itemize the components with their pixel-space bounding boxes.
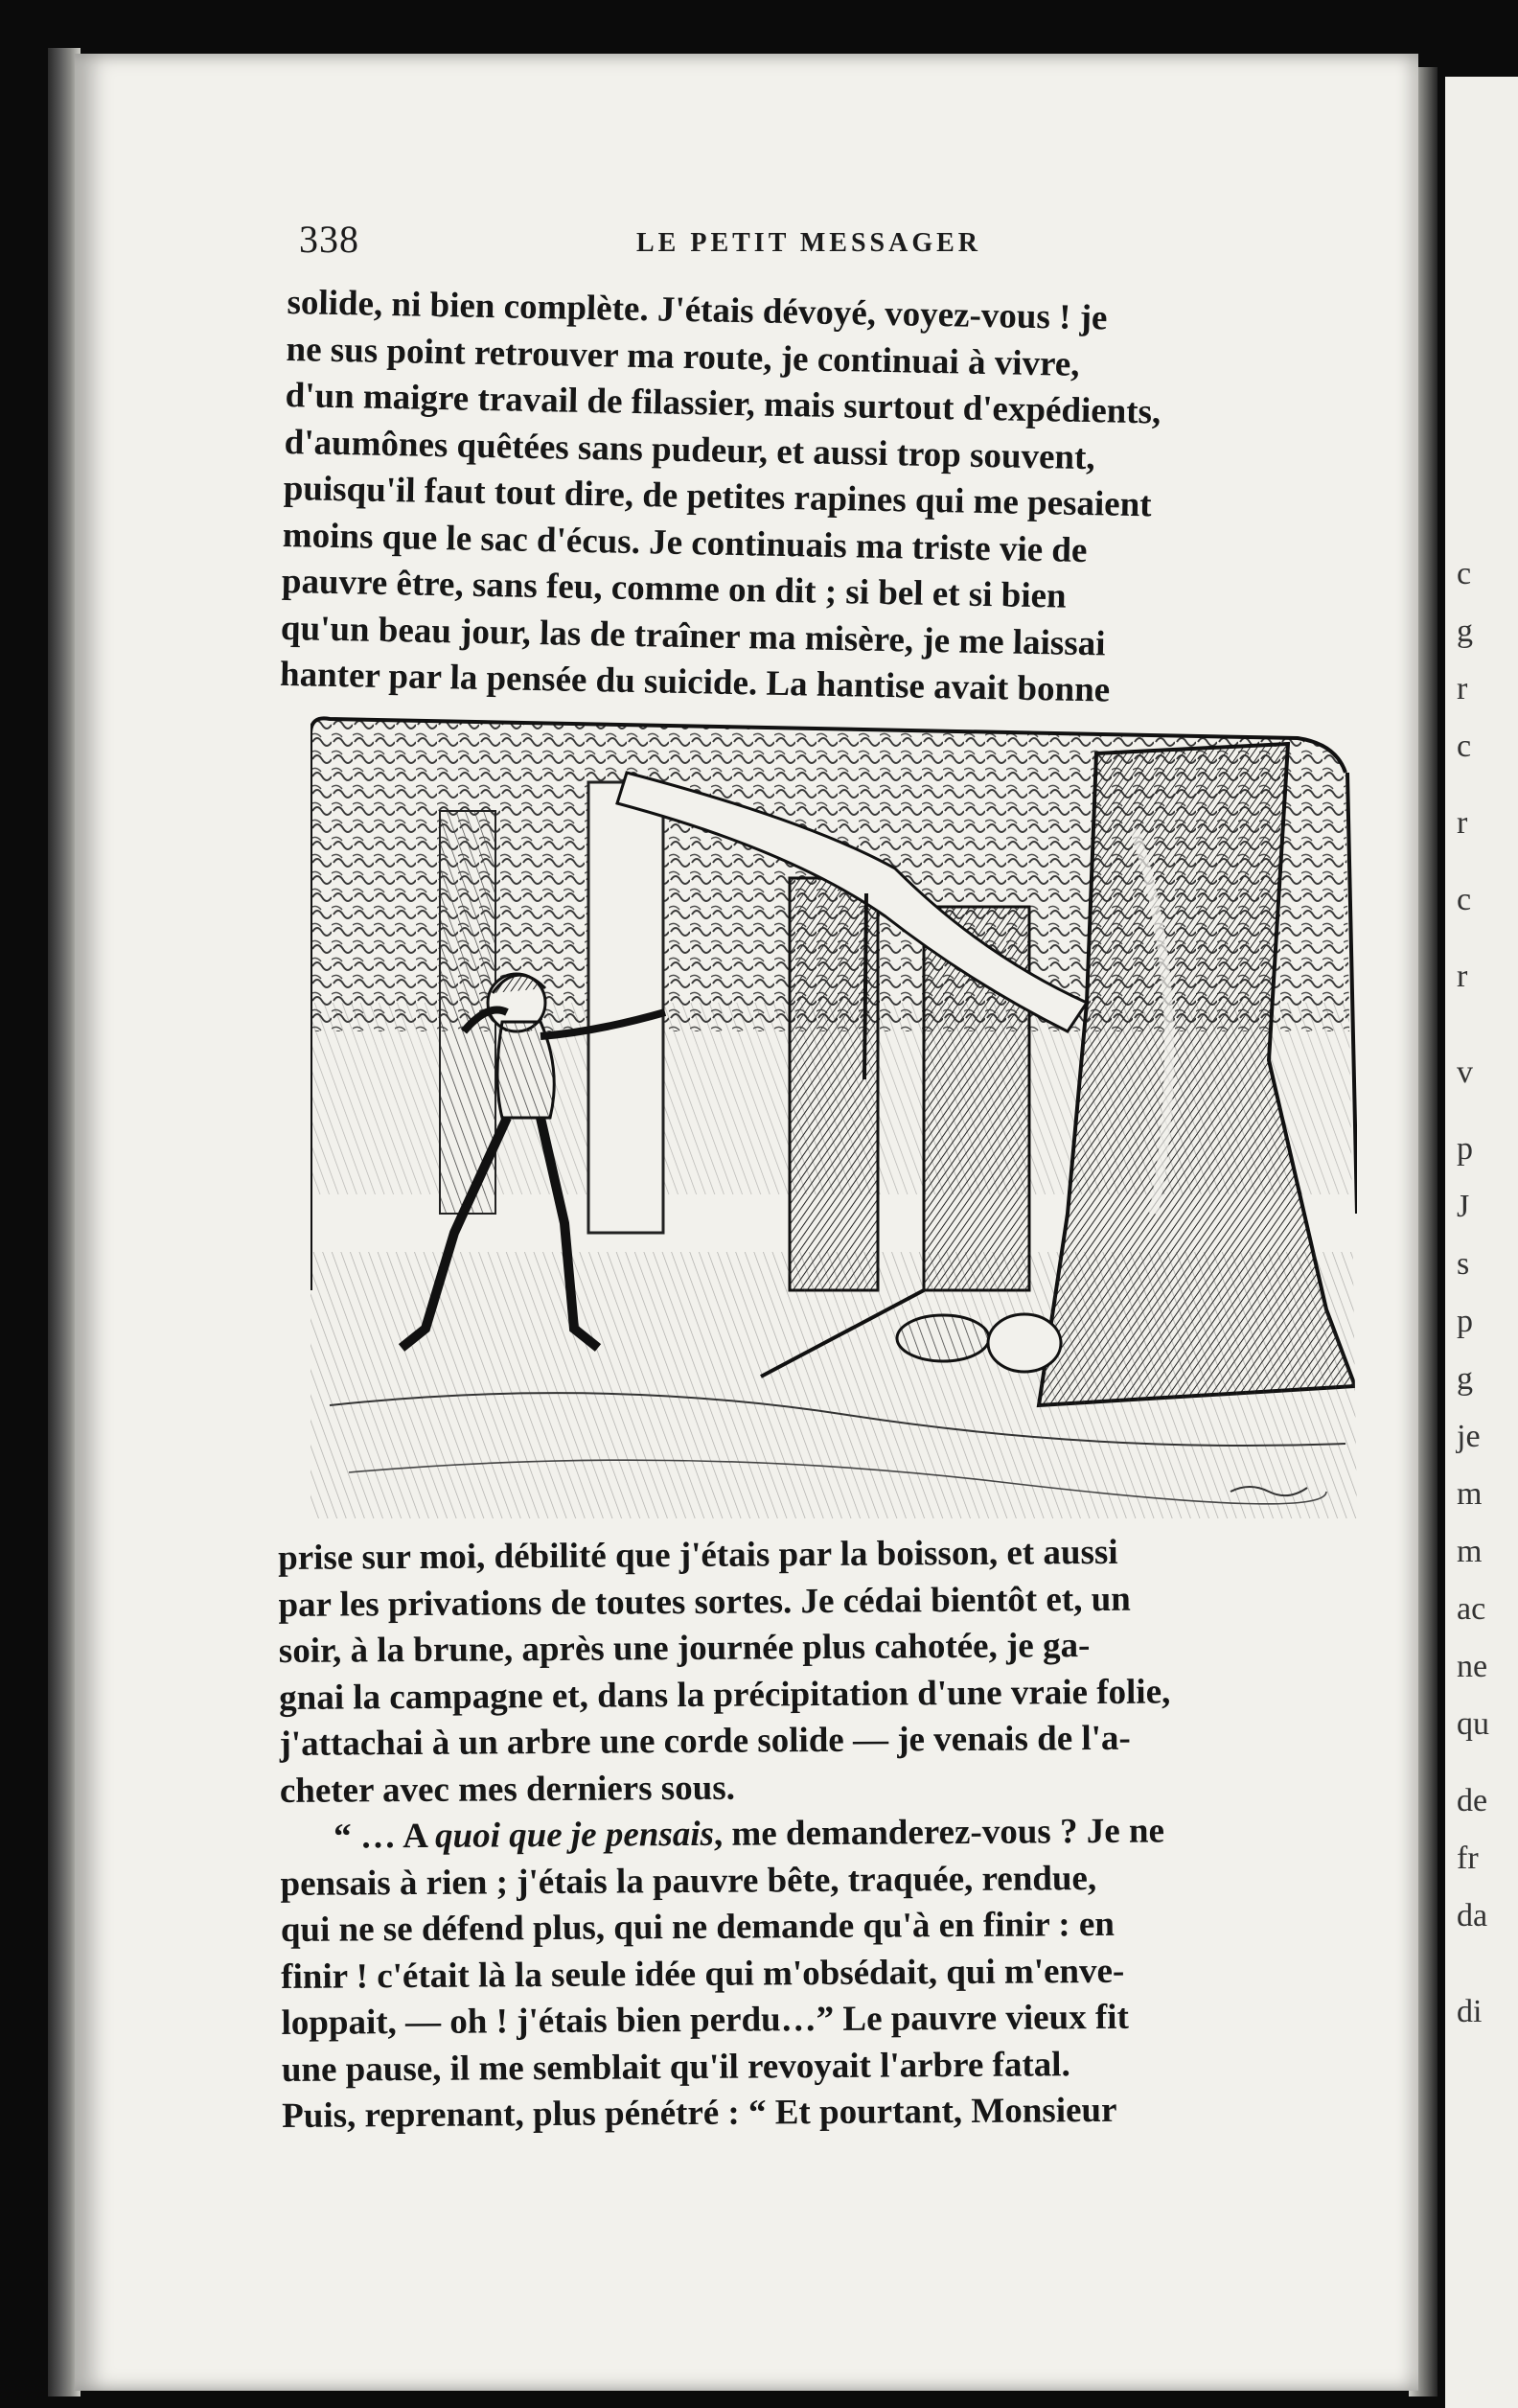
adjacent-page-fragment: g (1457, 614, 1473, 649)
text-line: hanter par la pensée du suicide. La hantise avait bonne (279, 654, 1111, 710)
adjacent-page-fragment: ac (1457, 1591, 1486, 1627)
adjacent-page-fragment: p (1457, 1131, 1473, 1167)
text-line: une pause, il me semblait qu'il revoyait l'arbre fatal. (281, 2044, 1070, 2090)
adjacent-page-fragment: p (1457, 1304, 1473, 1339)
adjacent-page-fragment: c (1457, 882, 1472, 917)
text-line: par les privations de toutes sortes. Je cédai bientôt et, un (278, 1579, 1131, 1625)
text-line: pauvre être, sans feu, comme on dit ; si bel et si bien (281, 561, 1067, 616)
forest-illustration (310, 715, 1357, 1518)
dialogue-italic-phrase: quoi que je pensais (434, 1814, 715, 1856)
text-line: qui ne se défend plus, qui ne demande qu'à en finir : en (280, 1904, 1116, 1950)
text-line: solide, ni bien complète. J'étais dévoyé, voyez-vous ! je (287, 282, 1108, 338)
adjacent-page-fragment: fr (1457, 1841, 1479, 1876)
adjacent-page-fragment: de (1457, 1783, 1488, 1818)
text-line: prise sur moi, débilité que j'étais par la boisson, et aussi (278, 1532, 1118, 1578)
adjacent-page-fragment: g (1457, 1361, 1473, 1397)
text-line: pensais à rien ; j'étais la pauvre bête, traquée, rendue, (280, 1858, 1097, 1904)
text-line: finir ! c'était là la seule idée qui m'obsédait, qui m'enve- (281, 1951, 1125, 1997)
adjacent-page-fragment: di (1457, 1994, 1483, 2029)
adjacent-page-fragment: c (1457, 556, 1472, 591)
adjacent-page-fragment: m (1457, 1534, 1483, 1569)
adjacent-page-fragment: da (1457, 1898, 1488, 1933)
text-line: Puis, reprenant, plus pénétré : “ Et pourtant, Monsieur (282, 2090, 1117, 2136)
text-line: j'attachai à un arbre une corde solide — je venais de l'a- (279, 1718, 1131, 1764)
adjacent-page-fragment: s (1457, 1246, 1470, 1282)
adjacent-page-fragment: r (1457, 959, 1468, 994)
adjacent-page-fragment: J (1457, 1189, 1470, 1224)
text-paragraph-top (280, 280, 1344, 719)
text-line: gnai la campagne et, dans la précipitation d'une vraie folie, (279, 1672, 1171, 1718)
adjacent-page-fragment: r (1457, 805, 1468, 841)
running-head (299, 217, 1334, 265)
adjacent-page-fragment: c (1457, 729, 1472, 764)
adjacent-page-fragment: qu (1457, 1706, 1489, 1742)
text-line: d'aumônes quêtées sans pudeur, et aussi trop souvent, (284, 422, 1096, 477)
text-line: ne sus point retrouver ma route, je continuai à vivre, (286, 329, 1080, 384)
text-line: d'un maigre travail de filassier, mais surtout d'expédients, (285, 375, 1162, 432)
adjacent-page-fragment: v (1457, 1054, 1473, 1090)
text-paragraph-bottom (278, 1528, 1346, 2140)
page-number: 338 (299, 218, 359, 261)
text-line: loppait, — oh ! j'étais bien perdu…” Le pauvre vieux fit (281, 1997, 1129, 2043)
book-title-header: LE PETIT MESSAGER (636, 228, 982, 258)
adjacent-page-fragment: ne (1457, 1649, 1488, 1684)
text-line: moins que le sac d'écus. Je continuais ma triste vie de (282, 515, 1088, 570)
text-line: qu'un beau jour, las de traîner ma misère, je me laissai (280, 608, 1106, 663)
adjacent-page-fragment: je (1457, 1419, 1481, 1454)
dialogue-first-line-rest: , me demanderez-vous ? Je ne (713, 1811, 1165, 1854)
adjacent-page-edge (1445, 77, 1518, 2408)
dialogue-open: “ … A (334, 1816, 436, 1857)
adjacent-page-fragment: m (1457, 1476, 1483, 1512)
dialogue-first-line (280, 1807, 1344, 1861)
text-line: cheter avec mes derniers sous. (279, 1768, 736, 1811)
text-line: soir, à la brune, après une journée plus cahotée, je ga- (278, 1626, 1091, 1671)
text-line: puisqu'il faut tout dire, de petites rapines qui me pesaient (283, 468, 1152, 525)
adjacent-page-fragment: r (1457, 671, 1468, 706)
